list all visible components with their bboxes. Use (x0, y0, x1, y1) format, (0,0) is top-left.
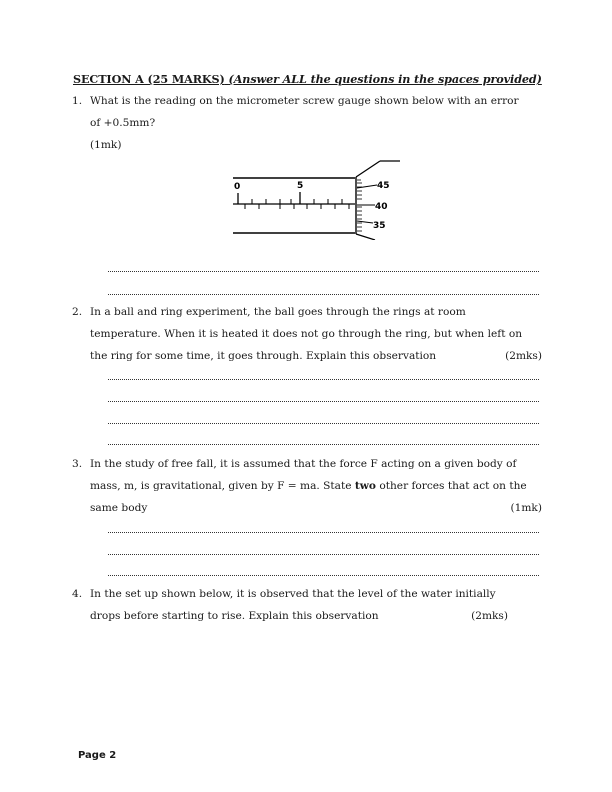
question-marks: (1mk) (510, 502, 542, 514)
question-marks: (2mks) (505, 350, 542, 362)
question-text: In the study of free fall, it is assumed that the force F acting on a given body of (90, 458, 517, 470)
micrometer-diagram (225, 155, 405, 240)
question-number: 2. (72, 306, 83, 318)
question-marks: (2mks) (471, 610, 508, 622)
svg-text:45: 45 (377, 181, 390, 191)
svg-text:35: 35 (373, 221, 386, 231)
question-number: 3. (72, 458, 83, 470)
question-text: In a ball and ring experiment, the ball goes through the rings at room (90, 306, 466, 318)
question-number: 4. (72, 588, 83, 600)
question-text: mass, m, is gravitational, given by F = ma. State (90, 480, 355, 492)
section-heading (73, 72, 542, 86)
section-title: SECTION A (25 MARKS) (73, 72, 225, 86)
question-2 (72, 301, 542, 367)
question-4 (72, 583, 542, 627)
section-instruction: (Answer ALL the questions in the spaces provided) (228, 72, 542, 86)
answer-line[interactable] (108, 575, 539, 576)
question-text: What is the reading on the micrometer screw gauge shown below with an error (90, 95, 519, 107)
answer-line[interactable] (108, 294, 539, 295)
question-text: drops before starting to rise. Explain this observation (90, 610, 379, 622)
answer-line[interactable] (108, 379, 539, 380)
question-text: In the set up shown below, it is observed that the level of the water initially (90, 588, 496, 600)
answer-line[interactable] (108, 423, 539, 424)
question-3 (72, 453, 542, 519)
emphasis: two (354, 480, 376, 492)
svg-text:0: 0 (234, 182, 241, 192)
question-text: same body (90, 502, 148, 514)
question-text: temperature. When it is heated it does not go through the ring, but when left on (90, 328, 523, 340)
svg-text:5: 5 (297, 181, 304, 191)
question-1 (72, 90, 542, 156)
answer-line[interactable] (108, 271, 539, 272)
svg-text:40: 40 (375, 202, 388, 212)
question-text: other forces that act on the (375, 480, 527, 492)
question-text: the ring for some time, it goes through. Explain this observation (90, 350, 437, 362)
question-number: 1. (72, 95, 83, 107)
answer-line[interactable] (108, 532, 539, 533)
answer-line[interactable] (108, 401, 539, 402)
question-marks: (1mk) (90, 139, 122, 151)
answer-line[interactable] (108, 444, 539, 445)
page-number: Page 2 (78, 750, 117, 761)
answer-line[interactable] (108, 554, 539, 555)
question-text: of +0.5mm? (90, 117, 156, 129)
